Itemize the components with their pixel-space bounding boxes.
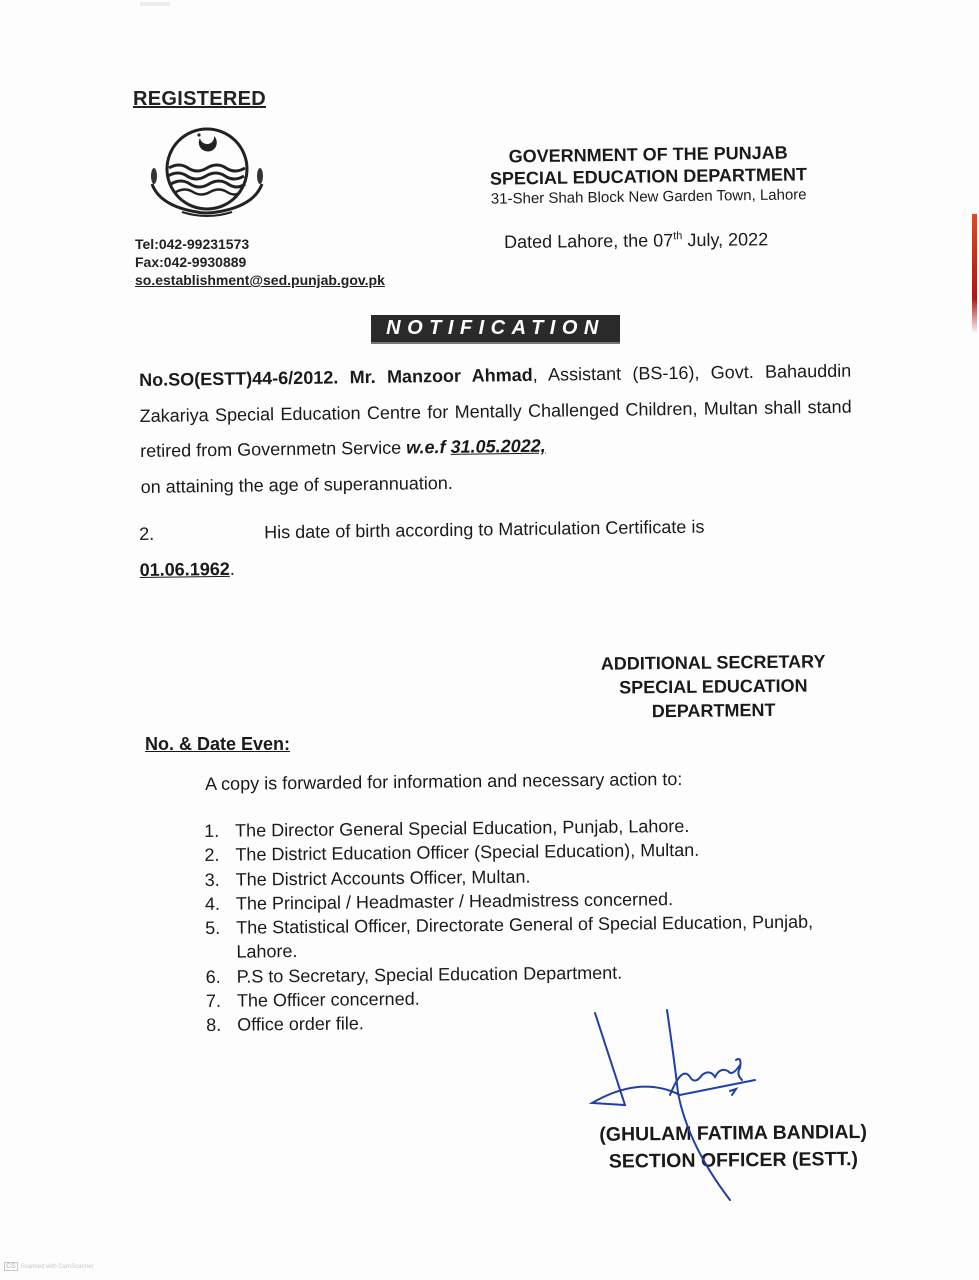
government-name: GOVERNMENT OF THE PUNJAB (508, 142, 788, 167)
government-header (468, 141, 829, 210)
paragraph-1-text: , Assistant (BS-16), Govt. Bahauddin Zakariya Special Education Centre for Mentally Challenged Children, Multan shall stand retired from Governmetn Service (139, 360, 852, 461)
camscanner-logo-icon: CS (6, 1263, 16, 1270)
paragraph-number: 2. (139, 523, 155, 544)
dob-period: . (229, 558, 235, 579)
telephone-number: Tel:042-99231573 (135, 236, 250, 252)
scan-artifact (140, 2, 170, 6)
authority-department-1: SPECIAL EDUCATION (619, 675, 808, 698)
signatory-name: (GHULAM FATIMA BANDIAL) (599, 1120, 868, 1146)
signatory-designation: SECTION OFFICER (ESTT.) (608, 1148, 859, 1173)
page-edge-artifact (972, 214, 977, 334)
list-item (205, 909, 845, 964)
authority-department-2: DEPARTMENT (651, 699, 776, 722)
item-text: P.S to Secretary, Special Education Department. (236, 962, 623, 987)
item-number: 5. (205, 918, 221, 939)
authority-block (577, 649, 850, 724)
paragraph-1-end: on attaining the age of superannuation. (140, 472, 453, 497)
item-text: Office order file. (237, 1013, 364, 1036)
item-text: The District Accounts Officer, Multan. (235, 866, 531, 890)
punjab-emblem-icon (142, 124, 272, 224)
no-date-even-heading: No. & Date Even: (145, 734, 291, 754)
department-name: SPECIAL EDUCATION DEPARTMENT (489, 164, 808, 189)
date-suffix: July, 2022 (682, 229, 769, 251)
email-address[interactable]: so.establishment@sed.punjab.gov.pk (135, 272, 385, 288)
retirement-date: 31.05.2022, (450, 435, 546, 457)
item-text: The Officer concerned. (236, 988, 420, 1011)
distribution-intro: A copy is forwarded for information and necessary action to: (205, 769, 683, 794)
item-text: The Statistical Officer, Directorate General of Special Education, Punjab, Lahore. (236, 911, 814, 963)
notification-paragraph-1 (139, 354, 853, 505)
department-address: 31-Sher Shah Block New Garden Town, Lahore (490, 186, 807, 208)
camscanner-watermark (4, 1262, 93, 1271)
notification-paragraph-2 (139, 508, 852, 588)
date-prefix: Dated Lahore, the 07 (504, 230, 674, 252)
item-number: 3. (204, 869, 220, 890)
item-text: The Principal / Headmaster / Headmistress concerned. (235, 888, 674, 914)
registered-label: REGISTERED (133, 88, 267, 110)
scanner-text: Scanned with CamScanner (20, 1263, 94, 1270)
date-ordinal: th (673, 230, 683, 243)
item-number: 6. (205, 966, 221, 987)
notification-title: NOTIFICATION (371, 315, 620, 344)
handwritten-signature-icon (570, 1005, 770, 1215)
item-number: 4. (204, 893, 221, 914)
contact-info (135, 235, 385, 289)
authority-title: ADDITIONAL SECRETARY (600, 651, 826, 674)
item-number: 2. (204, 845, 220, 866)
date-line (504, 229, 768, 253)
fax-number: Fax:042-9930889 (135, 254, 247, 270)
item-text: The District Education Officer (Special Education), Multan. (235, 840, 700, 865)
wef-label: w.e.f (406, 436, 446, 458)
date-of-birth: 01.06.1962 (139, 558, 230, 580)
employee-name: Mr. Manzoor Ahmad (349, 364, 533, 388)
item-number: 8. (206, 1015, 222, 1036)
item-number: 1. (204, 820, 220, 841)
paragraph-2-text: His date of birth according to Matriculation Certificate is (264, 516, 705, 543)
reference-number: No.SO(ESTT)44-6/2012. (139, 367, 339, 390)
item-number: 7. (205, 990, 222, 1012)
distribution-list (204, 812, 846, 1037)
item-text: The Director General Special Education, Punjab, Lahore. (235, 815, 690, 841)
